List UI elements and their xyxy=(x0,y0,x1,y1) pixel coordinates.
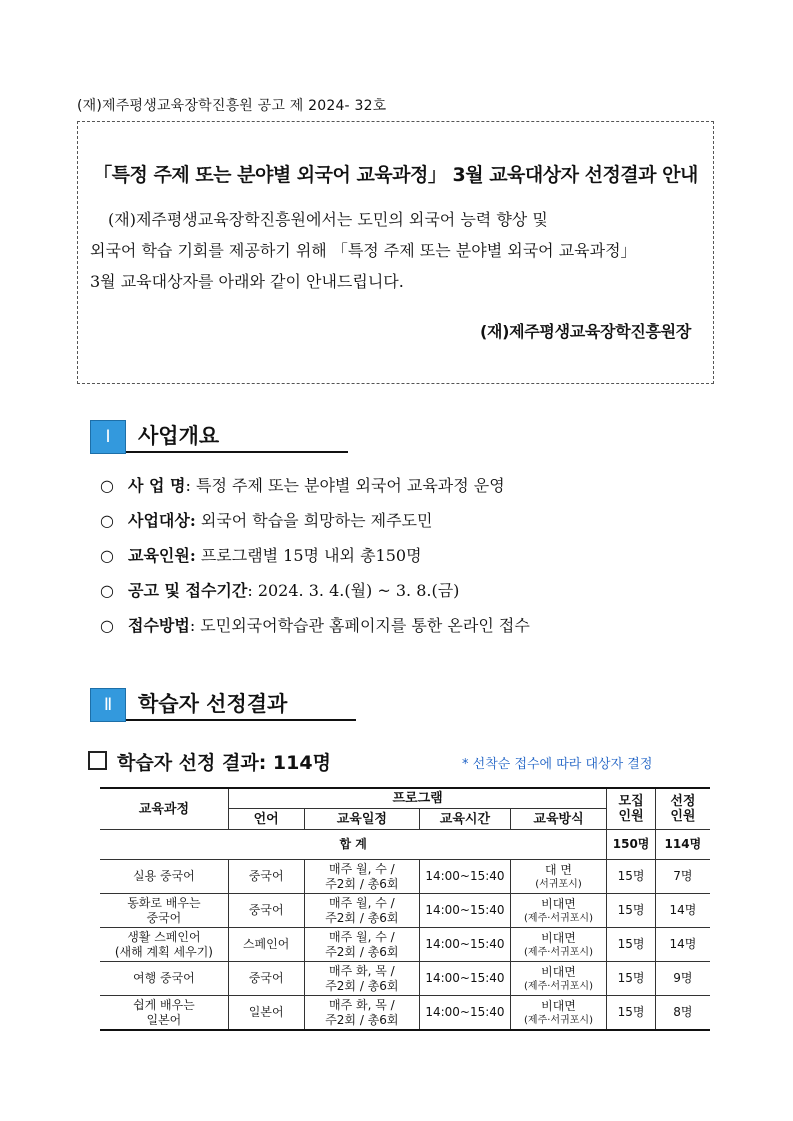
method-cell xyxy=(510,928,607,962)
notice-number: (재)제주평생교육장학진흥원 공고 제 2024- 32호 xyxy=(77,98,387,114)
table-row xyxy=(100,894,710,928)
circle-bullet-icon: ○ xyxy=(100,476,114,495)
overview-item: ○ 사 업 명: 특정 주제 또는 분야별 외국어 교육과정 운영 xyxy=(100,476,505,495)
course-cell: 동화로 배우는 중국어 xyxy=(100,894,228,928)
recruit-cell: 15명 xyxy=(607,962,655,996)
circle-bullet-icon: ○ xyxy=(100,511,114,530)
overview-item: ○ 접수방법: 도민외국어학습관 홈페이지를 통한 온라인 접수 xyxy=(100,616,530,635)
location-label: (제주·서귀포시) xyxy=(524,912,593,924)
time-cell: 14:00~15:40 xyxy=(420,860,510,894)
selected-cell: 8명 xyxy=(655,996,710,1031)
circle-bullet-icon: ○ xyxy=(100,616,114,635)
overview-item: ○ 교육인원: 프로그램별 15명 내외 총150명 xyxy=(100,546,422,565)
table-header-row xyxy=(100,788,710,809)
method-cell xyxy=(510,894,607,928)
method-cell xyxy=(510,860,607,894)
time-cell: 14:00~15:40 xyxy=(420,962,510,996)
announcement-title: 「특정 주제 또는 분야별 외국어 교육과정」 3월 교육대상자 선정결과 안내 xyxy=(93,164,698,186)
circle-bullet-icon: ○ xyxy=(100,581,114,600)
language-cell: 중국어 xyxy=(228,860,304,894)
schedule-cell: 매주 월, 수 / 주2회 / 총6회 xyxy=(304,894,420,928)
table-total-row xyxy=(100,830,710,860)
section-2-title: 학습자 선정결과 xyxy=(138,692,288,716)
recruit-cell: 15명 xyxy=(607,894,655,928)
section-1-number: Ⅰ xyxy=(90,420,126,454)
time-cell: 14:00~15:40 xyxy=(420,996,510,1031)
method-label: 비대면 xyxy=(541,896,576,911)
result-heading: 학습자 선정 결과: 114명 xyxy=(88,748,331,775)
overview-item: ○ 공고 및 접수기간: 2024. 3. 4.(월) ~ 3. 8.(금) xyxy=(100,581,460,600)
total-label: 합 계 xyxy=(100,830,607,860)
announcement-box xyxy=(77,121,714,384)
header-course: 교육과정 xyxy=(100,788,228,830)
table-row xyxy=(100,996,710,1031)
section-2-underline xyxy=(126,719,356,721)
selected-cell: 7명 xyxy=(655,860,710,894)
announcement-signature: (재)제주평생교육장학진흥원장 xyxy=(479,322,691,341)
language-cell: 스페인어 xyxy=(228,928,304,962)
announcement-line-1: (재)제주평생교육장학진흥원에서는 도민의 외국어 능력 향상 및 xyxy=(108,210,548,229)
selected-cell: 14명 xyxy=(655,928,710,962)
selected-cell: 14명 xyxy=(655,894,710,928)
language-cell: 중국어 xyxy=(228,962,304,996)
selected-cell: 9명 xyxy=(655,962,710,996)
language-cell: 일본어 xyxy=(228,996,304,1031)
result-note: * 선착순 접수에 따라 대상자 결정 xyxy=(462,757,653,772)
language-cell: 중국어 xyxy=(228,894,304,928)
checkbox-icon xyxy=(88,751,107,770)
location-label: (제주·서귀포시) xyxy=(524,1014,593,1026)
schedule-cell: 매주 화, 목 / 주2회 / 총6회 xyxy=(304,962,420,996)
course-cell: 생활 스페인어 (새해 계획 세우기) xyxy=(100,928,228,962)
recruit-cell: 15명 xyxy=(607,928,655,962)
course-cell: 쉽게 배우는 일본어 xyxy=(100,996,228,1031)
schedule-cell: 매주 화, 목 / 주2회 / 총6회 xyxy=(304,996,420,1031)
course-cell: 여행 중국어 xyxy=(100,962,228,996)
header-time: 교육시간 xyxy=(420,809,510,830)
header-language: 언어 xyxy=(228,809,304,830)
header-recruit: 모집 인원 xyxy=(607,788,655,830)
course-cell: 실용 중국어 xyxy=(100,860,228,894)
header-schedule: 교육일정 xyxy=(304,809,420,830)
location-label: (서귀포시) xyxy=(535,878,582,890)
method-cell xyxy=(510,996,607,1031)
circle-bullet-icon: ○ xyxy=(100,546,114,565)
results-table xyxy=(100,787,710,1031)
section-1-title: 사업개요 xyxy=(138,424,220,448)
recruit-cell: 15명 xyxy=(607,860,655,894)
overview-item: ○ 사업대상: 외국어 학습을 희망하는 제주도민 xyxy=(100,511,433,530)
table-row xyxy=(100,860,710,894)
method-label: 비대면 xyxy=(541,998,576,1013)
recruit-cell: 15명 xyxy=(607,996,655,1031)
section-1-underline xyxy=(126,451,348,453)
schedule-cell: 매주 월, 수 / 주2회 / 총6회 xyxy=(304,860,420,894)
location-label: (제주·서귀포시) xyxy=(524,946,593,958)
location-label: (제주·서귀포시) xyxy=(524,980,593,992)
time-cell: 14:00~15:40 xyxy=(420,928,510,962)
header-method: 교육방식 xyxy=(510,809,607,830)
method-label: 비대면 xyxy=(541,964,576,979)
header-selected: 선정 인원 xyxy=(655,788,710,830)
announcement-body xyxy=(90,204,701,297)
method-label: 비대면 xyxy=(541,930,576,945)
total-selected: 114명 xyxy=(655,830,710,860)
announcement-line-2: 외국어 학습 기회를 제공하기 위해 「특정 주제 또는 분야별 외국어 교육과정」 xyxy=(90,241,637,260)
method-label: 대 면 xyxy=(545,862,573,877)
method-cell xyxy=(510,962,607,996)
time-cell: 14:00~15:40 xyxy=(420,894,510,928)
section-2-number: Ⅱ xyxy=(90,688,126,722)
total-recruit: 150명 xyxy=(607,830,655,860)
header-program: 프로그램 xyxy=(228,788,607,809)
table-row xyxy=(100,928,710,962)
table-row xyxy=(100,962,710,996)
overview-list xyxy=(100,473,720,648)
schedule-cell: 매주 월, 수 / 주2회 / 총6회 xyxy=(304,928,420,962)
announcement-line-3: 3월 교육대상자를 아래와 같이 안내드립니다. xyxy=(90,272,404,291)
